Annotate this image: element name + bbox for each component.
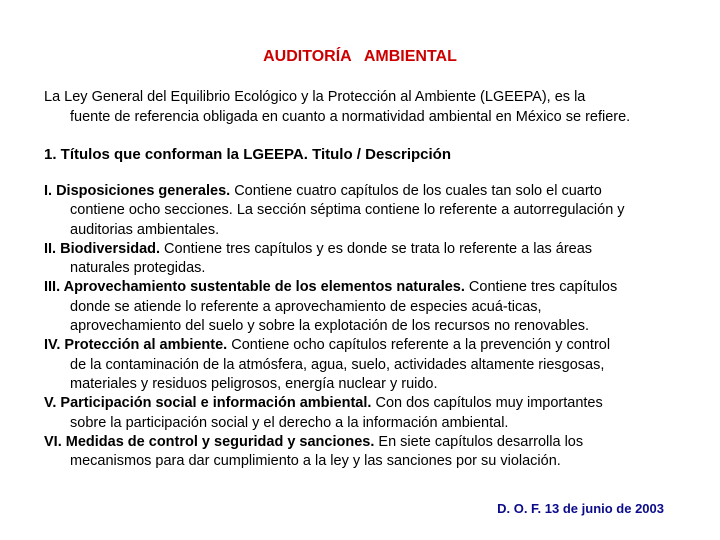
entry-first-line	[44, 182, 694, 201]
title-entry	[44, 336, 694, 394]
intro-paragraph	[44, 87, 694, 127]
titles-list	[44, 182, 694, 471]
title-entry	[44, 278, 694, 336]
title-description: Contiene ocho capítulos referente a la prevención y control	[227, 337, 611, 354]
entry-first-line	[44, 240, 694, 259]
title-description: de la contaminación de la atmósfera, agua, suelo, actividades altamente riesgosas,	[70, 356, 605, 373]
title-description: mecanismos para dar cumplimiento a la ley y las sanciones por su violación.	[70, 453, 561, 470]
title-description: Contiene tres capítulos	[464, 279, 618, 296]
entry-first-line	[44, 336, 694, 355]
title-description: Contiene cuatro capítulos de los cuales tan solo el cuarto	[230, 183, 602, 199]
title-description: auditorias ambientales.	[70, 221, 220, 238]
title-entry	[44, 240, 694, 279]
title-description: materiales y residuos peligrosos, energía nuclear y ruido.	[70, 375, 438, 392]
title-description: Contiene tres capítulos y es donde se trata lo referente a las áreas	[160, 240, 593, 257]
source-citation: D. O. F. 13 de junio de 2003	[497, 501, 664, 516]
title-description: sobre la participación social y el derecho a la información ambiental.	[70, 414, 509, 431]
entry-first-line	[44, 278, 694, 297]
title-description: naturales protegidas.	[70, 260, 206, 277]
intro-line: fuente de referencia obligada en cuanto a normatividad ambiental en México se refiere.	[70, 109, 631, 125]
title-name: V. Participación social e información ambiental.	[44, 395, 372, 412]
title-description: aprovechamiento del suelo y sobre la explotación de los recursos no renovables.	[70, 318, 590, 335]
title-name: II. Biodiversidad.	[44, 240, 161, 257]
title-name: III. Aprovechamiento sustentable de los elementos naturales.	[44, 279, 465, 296]
section-heading: 1. Títulos que conforman la LGEEPA. Titulo / Descripción	[44, 146, 451, 163]
title-description: donde se atiende lo referente a aprovechamiento de especies acuá-ticas,	[70, 298, 542, 315]
intro-line: La Ley General del Equilibrio Ecológico y la Protección al Ambiente (LGEEPA), es la	[44, 89, 586, 105]
entry-first-line	[44, 394, 694, 413]
entry-first-line	[44, 433, 694, 452]
title-description: contiene ocho secciones. La sección séptima contiene lo referente a autorregulación y	[70, 202, 625, 219]
title-description: En siete capítulos desarrolla los	[374, 433, 584, 450]
page-title: AUDITORÍA AMBIENTAL	[263, 48, 457, 65]
title-entry	[44, 433, 694, 472]
title-name: IV. Protección al ambiente.	[44, 337, 228, 354]
title-entry	[44, 182, 694, 240]
title-description: Con dos capítulos muy importantes	[371, 395, 603, 412]
title-name: VI. Medidas de control y seguridad y sanciones.	[44, 433, 375, 450]
title-entry	[44, 394, 694, 433]
title-name: I. Disposiciones generales.	[44, 183, 231, 199]
